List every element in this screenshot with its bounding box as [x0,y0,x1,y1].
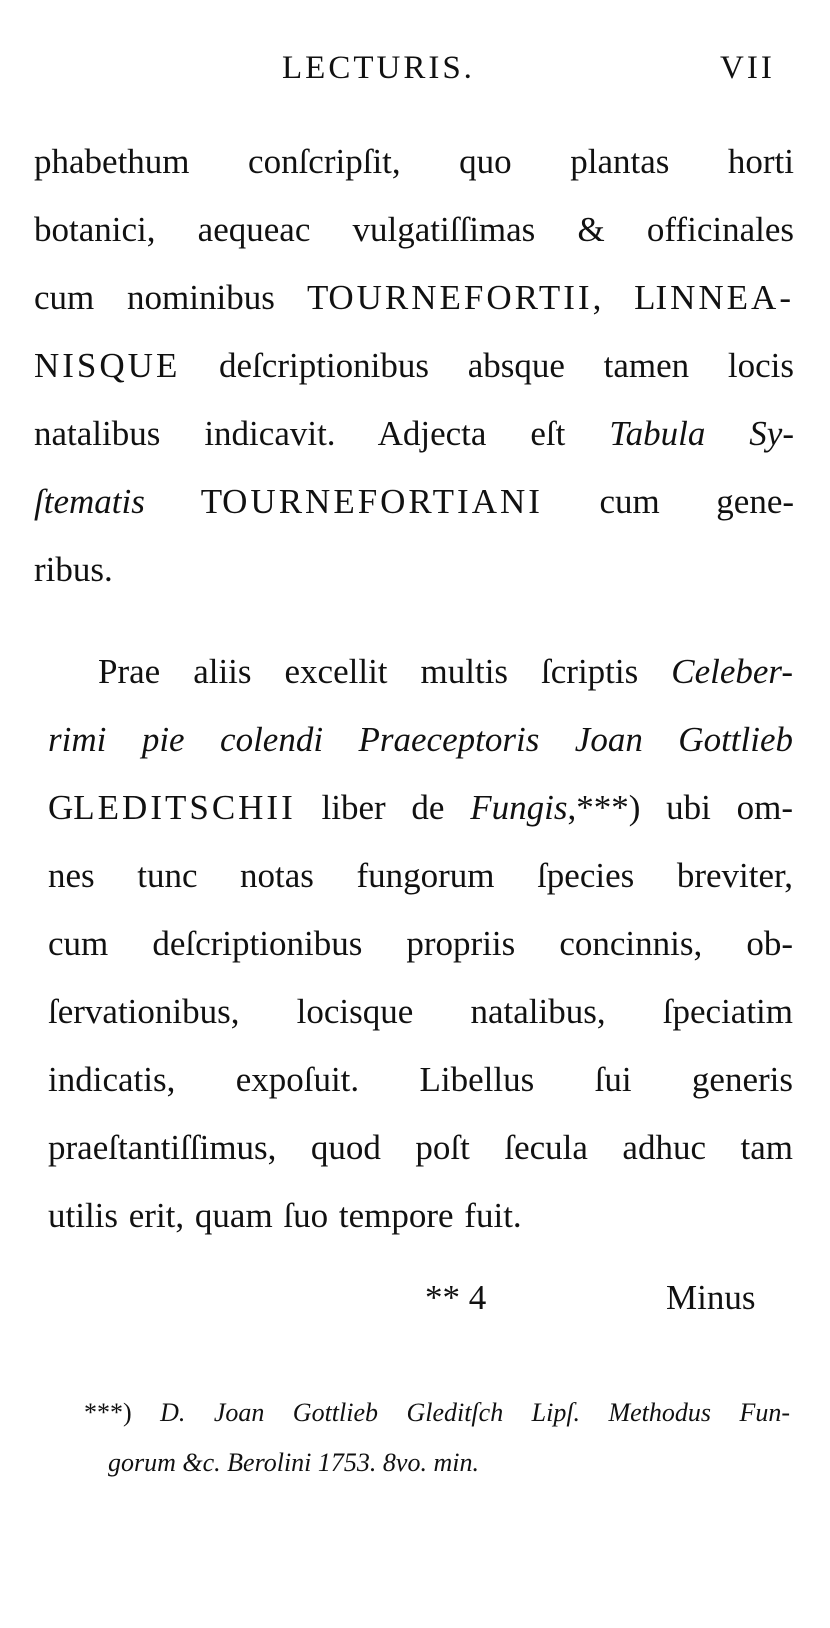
text-line: cum deſcriptionibus propriis concinnis, ob- [48,924,793,963]
text-line: rimi pie colendi Praeceptoris Joan Gottlieb [48,720,793,759]
footnote [84,1388,790,1488]
italic-title: Fungis [470,788,568,827]
text-line: phabethum conſcripſit, quo plantas horti [34,142,794,181]
running-title: LECTURIS. [282,50,475,86]
paragraph-1 [34,128,794,604]
catchword: Minus [666,1278,756,1317]
text-line: ſervationibus, locisque natalibus, ſpeciatim [48,992,793,1031]
text-line: botanici, aequeac vulgatiſſimas & officinales [34,210,794,249]
text-line: praeſtantiſſimus, quod poſt ſecula adhuc tam [48,1128,793,1167]
italic-title: ſtematis [34,482,145,521]
signature-mark: ** 4 [425,1278,487,1317]
small-caps-name: INNEA- [655,278,794,317]
text-line: indicatis, expoſuit. Libellus ſui generis [48,1060,793,1099]
running-head [0,50,830,90]
small-caps-name: LEDITSCHII [73,788,296,827]
footnote-line: gorum &c. Berolini 1753. 8vo. min. [108,1448,479,1477]
small-caps-name: OURNEFORTII [328,278,593,317]
small-caps-name: OURNEFORTIANI [222,482,543,521]
page-number: VII [720,50,775,86]
text-line: cum nominibus TOURNEFORTII, LINNEA- [34,278,794,317]
small-caps-name: NISQUE [34,346,181,385]
text-line: ſtematis TOURNEFORTIANI cum gene- [34,482,795,521]
paragraph-2 [48,638,793,1250]
text-line: Prae aliis excellit multis ſcriptis Celeber- [98,652,793,691]
text-line: utilis erit, quam ſuo tempore fuit. [48,1196,522,1235]
text-line: ribus. [34,550,113,589]
text-line: NISQUE deſcriptionibus absque tamen locis [34,346,794,385]
signature-line [0,1278,830,1338]
italic-title: Tabula Sy- [609,414,794,453]
italic-title: Celeber- [671,652,793,691]
text-line: GLEDITSCHII liber de Fungis,***) ubi om- [48,788,793,827]
text-line: natalibus indicavit. Adjecta eſt Tabula Sy- [34,414,794,453]
footnote-line: ***) D. Joan Gottlieb Gleditſch Lipſ. Methodus Fun- [84,1398,790,1427]
text-line: nes tunc notas fungorum ſpecies breviter, [48,856,793,895]
footnote-marker: ***) [84,1398,161,1427]
